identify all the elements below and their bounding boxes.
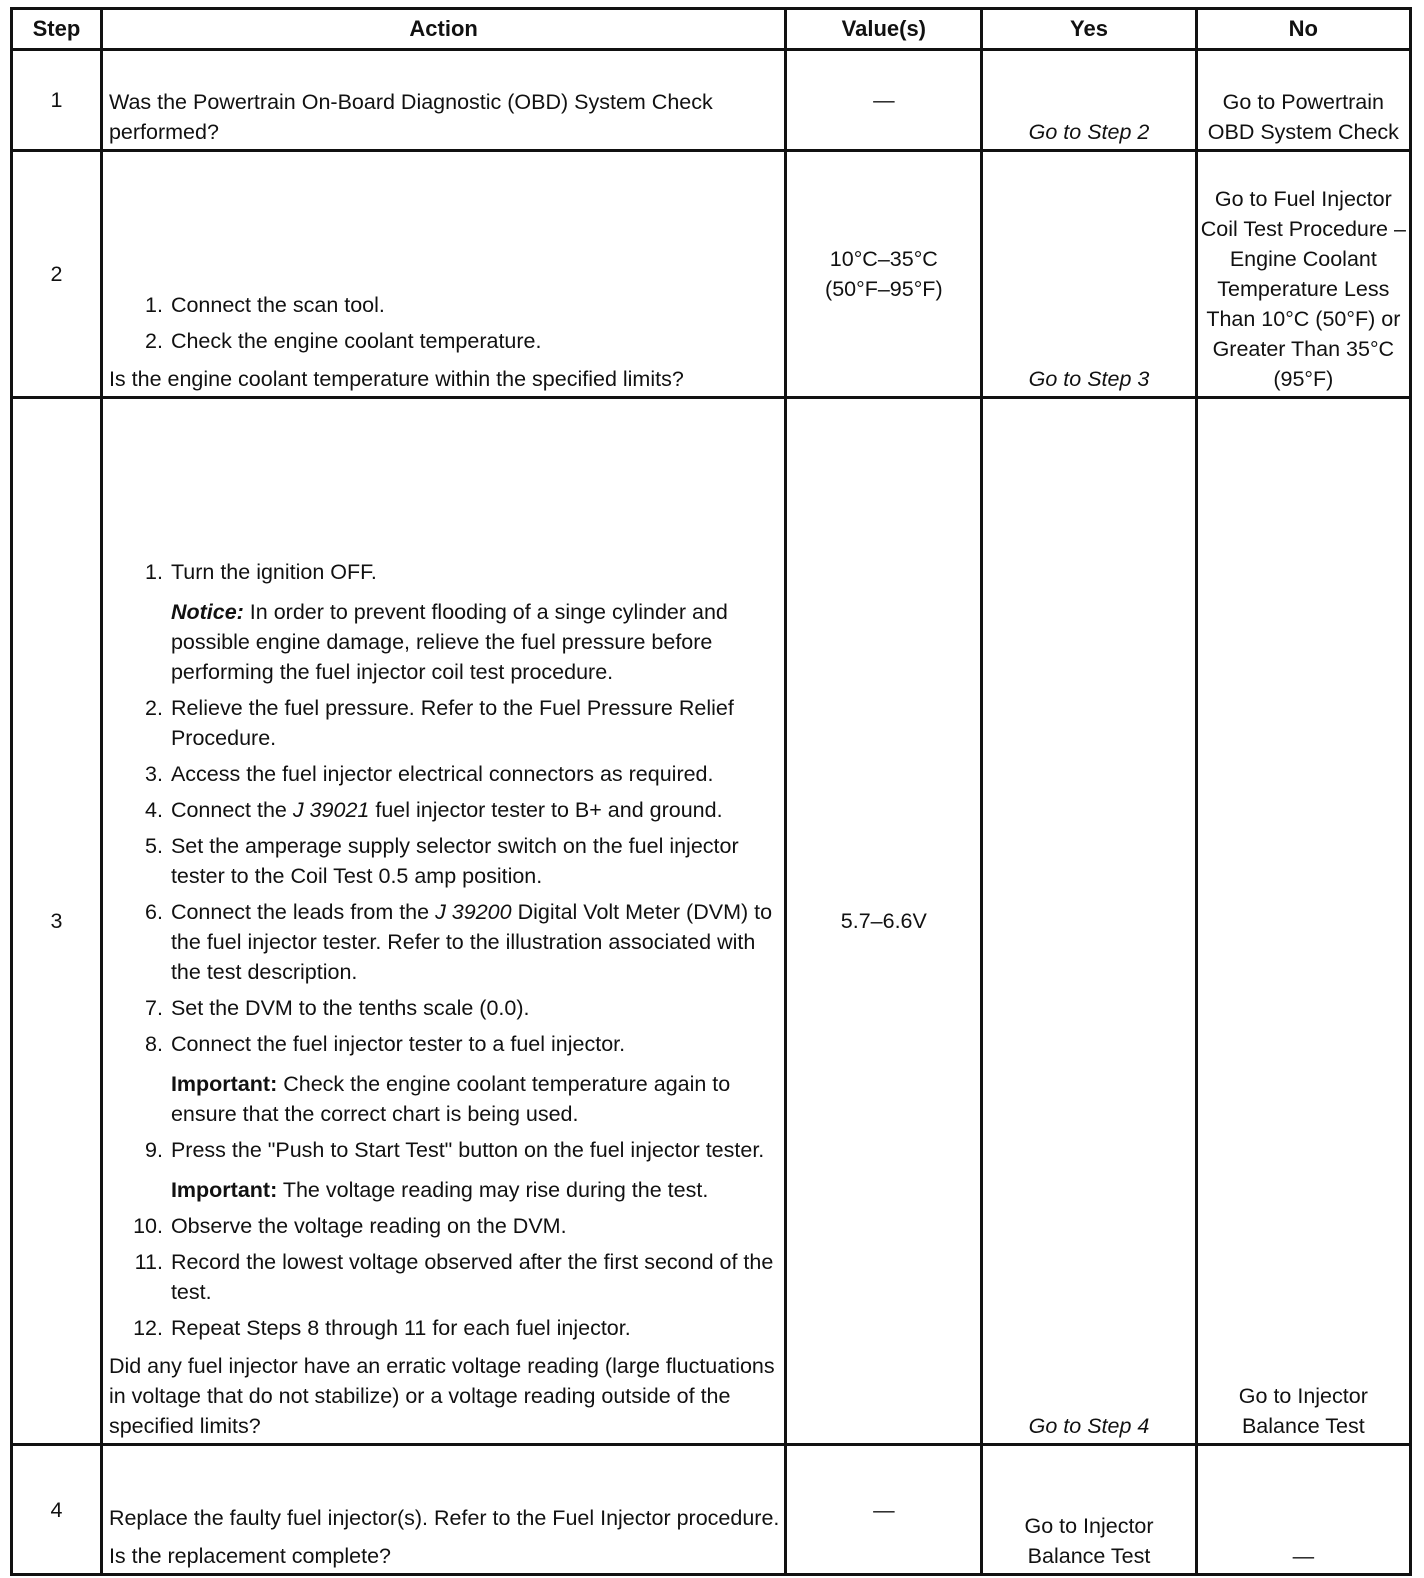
list-item: 8. Connect the fuel injector tester to a fuel injector. <box>145 1032 626 1056</box>
action-instruction: Replace the faulty fuel injector(s). Refer to the Fuel Injector procedure. <box>108 1506 780 1530</box>
action-steps <box>109 1135 780 1165</box>
yes-cell: Go to Step 2 <box>982 50 1196 151</box>
yes-cell: Go to Step 4 <box>982 398 1196 1445</box>
action-cell <box>101 398 785 1445</box>
action-steps <box>109 557 780 587</box>
header-step: Step <box>12 9 102 50</box>
no-cell: Go to Powertrain OBD System Check <box>1196 50 1410 151</box>
step-number: 4 <box>12 1445 102 1575</box>
list-item: 1. Connect the scan tool. <box>145 293 385 317</box>
header-row <box>12 9 1411 50</box>
list-item: 9. Press the "Push to Start Test" button on the fuel injector tester. <box>145 1138 765 1162</box>
action-steps <box>109 290 780 356</box>
action-cell <box>101 151 785 398</box>
header-values: Value(s) <box>786 9 982 50</box>
value-cell: — <box>786 50 982 151</box>
list-item: 12. Repeat Steps 8 through 11 for each fuel injector. <box>133 1316 631 1340</box>
important-note: Important: The voltage reading may rise during the test. <box>170 1178 709 1202</box>
list-item: 10. Observe the voltage reading on the DVM. <box>133 1214 567 1238</box>
yes-cell: Go to Step 3 <box>982 151 1196 398</box>
action-steps <box>109 1211 780 1343</box>
no-cell: Go to Fuel Injector Coil Test Procedure – Engine Coolant Temperature Less Than 10°C (50°F) or Greater Than 35°C (95°F) <box>1196 151 1410 398</box>
header-no: No <box>1196 9 1410 50</box>
value-cell: 5.7–6.6V <box>786 398 982 1445</box>
step-number: 1 <box>12 50 102 151</box>
value-celsius: 10°C–35°C <box>829 247 938 271</box>
header-action: Action <box>101 9 785 50</box>
list-item: 3. Access the fuel injector electrical connectors as required. <box>145 762 714 786</box>
value-cell: — <box>786 1445 982 1575</box>
table-row <box>12 151 1411 398</box>
diagnostic-table <box>10 7 1412 1576</box>
action-question: Is the engine coolant temperature within the specified limits? <box>108 367 684 391</box>
table-row <box>12 398 1411 1445</box>
action-question: Did any fuel injector have an erratic voltage reading (large fluctuations in voltage that do not stabilize) or a voltage reading outside of the specified limits? <box>108 1354 775 1438</box>
header-yes: Yes <box>982 9 1196 50</box>
list-item: 2. Check the engine coolant temperature. <box>145 329 542 353</box>
list-item: 2. Relieve the fuel pressure. Refer to the Fuel Pressure Relief Procedure. <box>145 696 734 750</box>
tool-number: J 39021 <box>292 798 370 822</box>
list-item: 7. Set the DVM to the tenths scale (0.0). <box>145 996 530 1020</box>
yes-cell: Go to Injector Balance Test <box>982 1445 1196 1575</box>
action-question: Was the Powertrain On-Board Diagnostic (OBD) System Check performed? <box>108 90 713 144</box>
no-cell: Go to Injector Balance Test <box>1196 398 1410 1445</box>
no-cell: — <box>1196 1445 1410 1575</box>
step-number: 2 <box>12 151 102 398</box>
value-fahrenheit: (50°F–95°F) <box>825 277 943 301</box>
action-cell <box>101 1445 785 1575</box>
list-item: 5. Set the amperage supply selector switch on the fuel injector tester to the Coil Test 0.5 amp position. <box>145 834 739 888</box>
action-cell <box>101 50 785 151</box>
list-item: 6. Connect the leads from the J 39200 Digital Volt Meter (DVM) to the fuel injector tester. Refer to the illustration associated with the test description. <box>145 900 773 984</box>
action-question: Is the replacement complete? <box>108 1544 391 1568</box>
value-cell <box>786 151 982 398</box>
action-steps <box>109 693 780 1059</box>
important-note: Important: Check the engine coolant temperature again to ensure that the correct chart is being used. <box>170 1072 731 1126</box>
list-item: 1. Turn the ignition OFF. <box>145 560 377 584</box>
list-item: 11. Record the lowest voltage observed after the first second of the test. <box>134 1250 774 1304</box>
list-item: 4. Connect the J 39021 fuel injector tester to B+ and ground. <box>145 798 723 822</box>
step-number: 3 <box>12 398 102 1445</box>
notice-note: Notice: In order to prevent flooding of a singe cylinder and possible engine damage, relieve the fuel pressure before performing the fuel injector coil test procedure. <box>170 600 728 684</box>
table-row <box>12 1445 1411 1575</box>
table-row <box>12 50 1411 151</box>
tool-number: J 39200 <box>435 900 512 924</box>
